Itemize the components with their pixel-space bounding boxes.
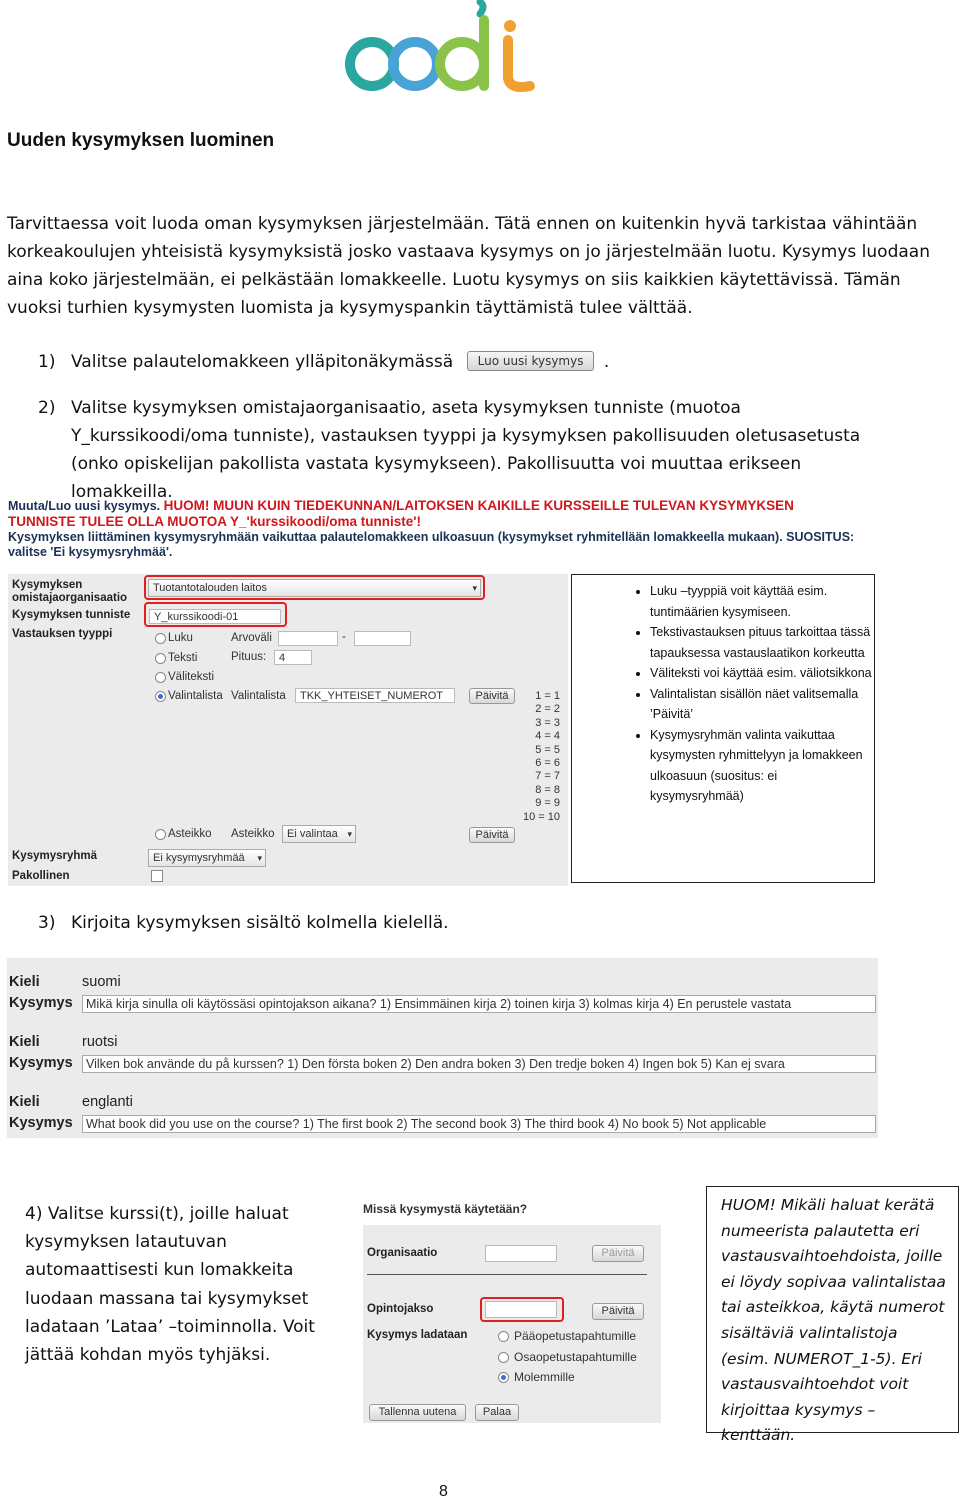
step-3-text: Kirjoita kysymyksen sisältö kolmella kielellä.: [71, 913, 449, 933]
list-option: 10 = 10: [523, 810, 561, 823]
question-form: [8, 574, 568, 886]
range-label: Arvoväli: [231, 632, 272, 644]
question-group-label: Kysymysryhmä: [12, 850, 98, 862]
question-id-input[interactable]: Y_kurssikoodi-01: [149, 609, 281, 624]
step-4-text: Valitse kurssi(t), joille haluat kysymyksen latautuvan automaattisesti kun lomakkeita luodaan massana tai kysymykset ladataan ’Lataa’ –toiminnolla. Voit jättää kohdan myös tyhjäksi.: [25, 1204, 315, 1366]
type-radio-text[interactable]: [155, 653, 166, 664]
question-label: Kysymys: [9, 995, 73, 1011]
step-2-text: Valitse kysymyksen omistajaorganisaatio, aseta kysymyksen tunniste (muotoa Y_kurssikoodi/oma tunniste), vastauksen tyyppi ja kysymyksen pakollisuuden oletusasetusta (onko opiskelijan pakollista vastata kysymykseen). Pakollisuutta voi muuttaa erikseen lomakkeilla.: [71, 398, 861, 502]
required-label: Pakollinen: [12, 870, 70, 882]
list-option: 4 = 4: [535, 730, 561, 743]
step-2: [38, 394, 918, 502]
lang-label: Kieli: [9, 1034, 40, 1050]
range-max-input[interactable]: [354, 631, 411, 646]
warning-prefix: Muuta/Luo uusi kysymys.: [8, 499, 161, 513]
list-option: 2 = 2: [535, 703, 561, 716]
highlight-course: [480, 1297, 564, 1322]
usage-pane: [363, 1225, 661, 1423]
usage-org-label: Organisaatio: [367, 1247, 438, 1259]
owner-org-select[interactable]: Tuotantotalouden laitos ▾: [148, 579, 481, 597]
warning-red-2: TUNNISTE TULEE OLLA MUOTOA Y_'kurssikoodi/oma tunniste'!: [8, 514, 421, 529]
back-button[interactable]: Palaa: [475, 1404, 519, 1421]
list-input[interactable]: TKK_YHTEISET_NUMEROT: [295, 688, 455, 703]
question-input-sv[interactable]: Vilken bok använde du på kurssen? 1) Den första boken 2) Den andra boken 3) Den tredje boken 4) Ingen bok 5) Kan ej svara: [82, 1055, 876, 1073]
scale-label: Asteikko: [231, 828, 275, 840]
load-radio-both[interactable]: [498, 1372, 509, 1383]
question-label: Kysymys: [9, 1115, 73, 1131]
list-option: 6 = 6: [535, 757, 561, 770]
list-option: 5 = 5: [535, 743, 561, 756]
list-label: Valintalista: [231, 690, 286, 702]
question-input-fi[interactable]: Mikä kirja sinulla oli käytössäsi opintojakson aikana? 1) Ensimmäinen kirja 2) toinen kirja 3) kolmas kirja 4) En perustele vastata: [82, 995, 876, 1013]
tips-box: [571, 574, 875, 883]
lang-label: Kieli: [9, 974, 40, 990]
usage-form: [363, 1198, 661, 1423]
tip-item: • Valintalistan sisällön näet valitsemalla ’Päivitä’: [650, 684, 874, 725]
load-option-main: Pääopetustapahtumille: [514, 1329, 637, 1343]
save-new-button[interactable]: Tallenna uutena: [369, 1404, 466, 1421]
lang-label: Kieli: [9, 1094, 40, 1110]
usage-title: Missä kysymystä käytetään?: [363, 1202, 528, 1216]
tip-item: • Luku –tyyppiä voit käyttää esim. tuntimäärien kysymiseen.: [650, 581, 874, 622]
type-scale-label: Asteikko: [168, 828, 212, 840]
type-subtitle-label: Väliteksti: [168, 671, 215, 683]
page-title: Uuden kysymyksen luominen: [7, 130, 275, 151]
highlight-id: [144, 602, 287, 627]
question-label: Kysymys: [9, 1055, 73, 1071]
scale-select[interactable]: Ei valintaa ▾: [282, 825, 356, 843]
type-list-label: Valintalista: [168, 690, 223, 702]
new-question-button[interactable]: Luo uusi kysymys: [467, 351, 595, 371]
page-number: 8: [439, 1483, 448, 1500]
load-option-both: Molemmille: [514, 1370, 575, 1384]
note-box: HUOM! Mikäli haluat kerätä numeerista palautetta eri vastausvaihtoehdoista, joille ei löydy sopivaa valintalistaa tai asteikkoa, käytä numerot sisältäviä valintalistoja (esim. NUMEROT_1-5). Eri vastausvaihtoehdot voit kirjoittaa kysymys –kenttään.: [706, 1186, 959, 1433]
lang-value: ruotsi: [82, 1034, 118, 1050]
question-group-select[interactable]: Ei kysymysryhmää ▾: [148, 849, 266, 867]
load-radio-sub[interactable]: [498, 1352, 509, 1363]
step-1-text: Valitse palautelomakkeen ylläpitonäkymässä: [71, 352, 454, 372]
length-label: Pituus:: [231, 651, 267, 663]
question-id-label: Kysymyksen tunniste: [12, 609, 131, 621]
intro-paragraph: Tarvittaessa voit luoda oman kysymyksen järjestelmään. Tätä ennen on kuitenkin hyvä tarkistaa vähintään korkeakoulujen yhteisistä kysymyksistä josko vastaava kysymys on jo järjestelmään luotu. Kysymys luodaan aina koko järjestelmään, ei pelkästään lomakkeelle. Luotu kysymys on siis kaikkien käytettävissä. Tämän vuoksi turhien kysymysten luomista ja kysymyspankin täyttämistä tulee välttää.: [7, 214, 930, 318]
type-number-label: Luku: [168, 632, 193, 644]
usage-divider: [367, 1274, 647, 1275]
type-radio-number[interactable]: [155, 633, 166, 644]
type-text-label: Teksti: [168, 652, 198, 664]
type-radio-scale[interactable]: [155, 829, 166, 840]
highlight-org: [144, 575, 485, 600]
list-option: 9 = 9: [535, 797, 561, 810]
step-1-tail: .: [603, 352, 610, 372]
tip-item: • Kysymysryhmän valinta vaikuttaa kysymysten ryhmittelyyn ja lomakkeen ulkoasuun (suositus: ei kysymysryhmää): [650, 725, 874, 807]
load-option-sub: Osaopetustapahtumille: [514, 1350, 637, 1364]
lang-value: suomi: [82, 974, 121, 990]
load-radio-main[interactable]: [498, 1331, 509, 1342]
warning-red-1: HUOM! MUUN KUIN TIEDEKUNNAN/LAITOKSEN KAIKILLE KURSSEILLE TULEVAN KYSYMYKSEN: [163, 498, 794, 513]
step-1-number: 1): [38, 352, 56, 372]
tip-item: • Väliteksti voi käyttää esim. väliotsikkona: [650, 663, 874, 684]
step-3-number: 3): [38, 913, 56, 933]
lang-value: englanti: [82, 1094, 133, 1110]
list-option: 7 = 7: [535, 770, 561, 783]
usage-org-input[interactable]: [485, 1245, 557, 1262]
list-option: 1 = 1: [535, 690, 561, 702]
scale-refresh-button[interactable]: Päivitä: [469, 827, 515, 843]
range-separator: -: [342, 631, 346, 643]
owner-org-label: Kysymyksen omistajaorganisaatio: [12, 579, 128, 604]
load-label: Kysymys ladataan: [367, 1329, 468, 1341]
length-input[interactable]: 4: [274, 650, 312, 665]
warning-dark: Kysymyksen liittäminen kysymysryhmään vaikuttaa palautelomakkeen ulkoasuun (kysymykset ryhmitellään lomakkeella mukaan). SUOSITUS: valitse 'Ei kysymysryhmää'.: [8, 530, 855, 559]
step-4-number: 4): [25, 1204, 43, 1224]
required-checkbox[interactable]: [151, 870, 163, 882]
tip-item: • Tekstivastauksen pituus tarkoittaa tässä tapauksessa vastauslaatikon korkeutta: [650, 622, 874, 663]
oodi-logo: [340, 0, 550, 100]
step-4: [25, 1200, 325, 1369]
language-fields: [7, 958, 878, 1138]
step-2-number: 2): [38, 398, 56, 418]
question-input-en[interactable]: What book did you use on the course? 1) The first book 2) The second book 3) The third book 4) No book 5) Not applicable: [82, 1115, 876, 1133]
usage-org-refresh-button[interactable]: Päivitä: [592, 1245, 644, 1262]
answer-type-label: Vastauksen tyyppi: [12, 628, 113, 640]
list-option: 3 = 3: [535, 716, 561, 729]
course-refresh-button[interactable]: Päivitä: [592, 1303, 644, 1320]
question-warning: [8, 498, 878, 560]
list-options: [523, 690, 560, 824]
type-radio-list[interactable]: [155, 691, 166, 702]
list-refresh-button[interactable]: Päivitä: [469, 688, 515, 704]
list-option: 8 = 8: [535, 783, 561, 796]
course-label: Opintojakso: [367, 1303, 434, 1315]
range-min-input[interactable]: [278, 631, 338, 646]
type-radio-subtitle[interactable]: [155, 672, 166, 683]
